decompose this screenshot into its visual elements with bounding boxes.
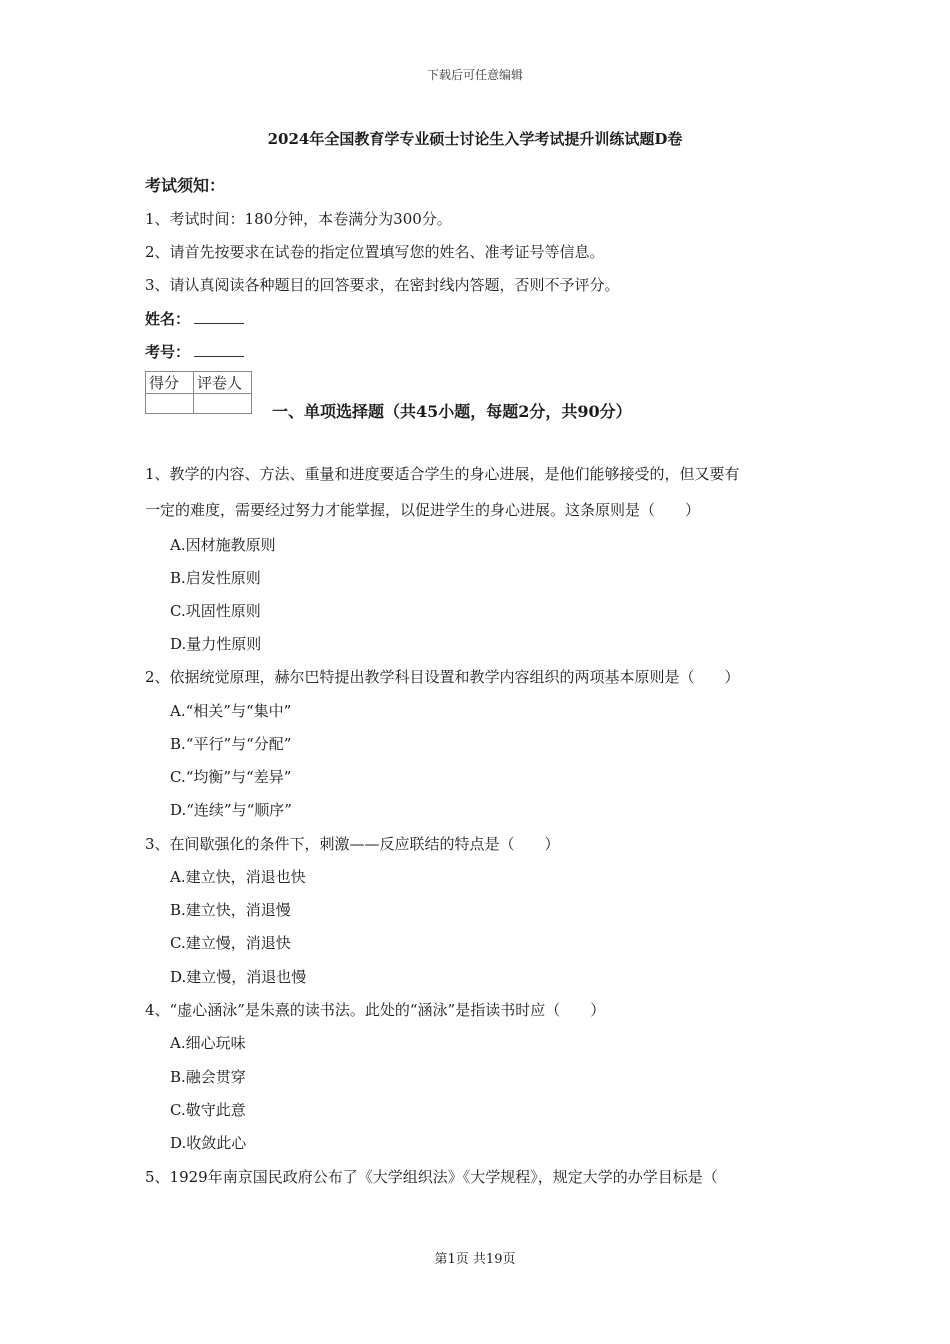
question-4-option-b: B.融会贯穿 bbox=[170, 1068, 246, 1086]
section-title: 一、单项选择题（共45小题，每题2分，共90分） bbox=[272, 402, 632, 421]
question-3-stem: 3、在间歇强化的条件下，刺激——反应联结的特点是（ ） bbox=[145, 835, 560, 853]
score-table bbox=[145, 371, 252, 414]
grader-header: 评卷人 bbox=[194, 372, 252, 394]
notice-item-3: 3、请认真阅读各种题目的回答要求，在密封线内答题，否则不予评分。 bbox=[145, 276, 620, 294]
question-2-option-b: B.“平行”与“分配” bbox=[170, 735, 292, 753]
document-title: 2024年全国教育学专业硕士讨论生入学考试提升训练试题D卷 bbox=[267, 130, 683, 148]
question-1-stem-line2: 一定的难度，需要经过努力才能掌握，以促进学生的身心进展。这条原则是（ ） bbox=[145, 501, 701, 519]
score-cell[interactable] bbox=[146, 394, 194, 414]
score-header: 得分 bbox=[146, 372, 194, 394]
question-4-option-c: C.敬守此意 bbox=[170, 1101, 246, 1119]
header-note: 下载后可任意编辑 bbox=[426, 68, 523, 82]
question-1-option-c: C.巩固性原则 bbox=[170, 602, 261, 620]
question-5-stem: 5、1929年南京国民政府公布了《大学组织法》《大学规程》，规定大学的办学目标是（ bbox=[145, 1168, 718, 1186]
question-2-stem: 2、依据统觉原理，赫尔巴特提出教学科目设置和教学内容组织的两项基本原则是（ ） bbox=[145, 668, 740, 686]
name-field bbox=[145, 308, 244, 329]
question-2-option-d: D.“连续”与“顺序” bbox=[170, 801, 292, 819]
id-field bbox=[145, 341, 244, 362]
id-blank[interactable] bbox=[194, 342, 244, 357]
notice-item-1: 1、考试时间：180分钟，本卷满分为300分。 bbox=[145, 210, 452, 228]
question-3-option-a: A.建立快，消退也快 bbox=[170, 868, 306, 886]
page-footer: 第1页 共19页 bbox=[434, 1252, 516, 1267]
question-2-option-a: A.“相关”与“集中” bbox=[170, 702, 292, 720]
question-1-option-b: B.启发性原则 bbox=[170, 569, 261, 587]
notice-item-2: 2、请首先按要求在试卷的指定位置填写您的姓名、准考证号等信息。 bbox=[145, 243, 605, 261]
grader-cell[interactable] bbox=[194, 394, 252, 414]
name-blank[interactable] bbox=[194, 309, 244, 324]
question-3-option-d: D.建立慢，消退也慢 bbox=[170, 968, 307, 986]
question-1-option-d: D.量力性原则 bbox=[170, 635, 262, 653]
question-3-option-c: C.建立慢，消退快 bbox=[170, 934, 291, 952]
question-1-stem-line1: 1、教学的内容、方法、重量和进度要适合学生的身心进展，是他们能够接受的，但又要有 bbox=[145, 465, 740, 483]
question-2-option-c: C.“均衡”与“差异” bbox=[170, 768, 292, 786]
name-label: 姓名： bbox=[145, 310, 191, 328]
question-4-option-d: D.收敛此心 bbox=[170, 1134, 247, 1152]
id-label: 考号： bbox=[145, 343, 191, 361]
question-4-stem: 4、“虚心涵泳”是朱熹的读书法。此处的“涵泳”是指读书时应（ ） bbox=[145, 1001, 606, 1019]
question-1-option-a: A.因材施教原则 bbox=[170, 536, 276, 554]
question-4-option-a: A.细心玩味 bbox=[170, 1034, 246, 1052]
question-3-option-b: B.建立快，消退慢 bbox=[170, 901, 291, 919]
notice-heading: 考试须知： bbox=[145, 176, 226, 195]
